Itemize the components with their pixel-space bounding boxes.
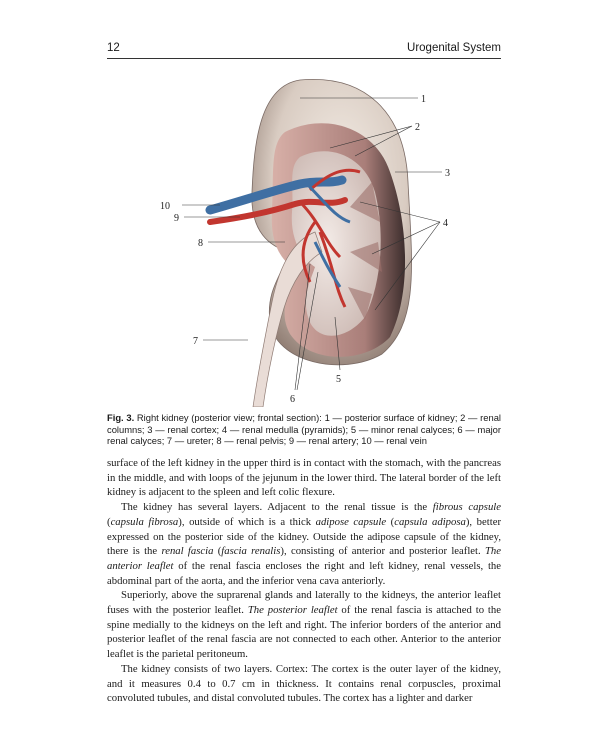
p2-k: (	[213, 545, 222, 558]
p3-c: of the renal fascia is attached to the spine medially to the kidneys on the left and right. The inferior borders of the anterior and posterior leaflet of the renal fascia are not connected to each other. Anterior to the anterior leaflet is the parietal peritoneum.	[107, 604, 501, 661]
callout-1: 1	[421, 94, 426, 105]
caption-text: Right kidney (posterior view; frontal section): 1 — posterior surface of kidney; 2 — renal columns; 3 — renal cortex; 4 — renal medulla (pyramids); 5 — minor renal calyces; 6 — major renal calyces; 7 — ureter; 8 — renal pelvis; 9 — renal artery; 10 — renal vein	[107, 412, 501, 446]
paragraph-3	[107, 588, 501, 662]
paragraph-4: The kidney consists of two layers. Cortex: The cortex is the outer layer of the kidney, and it measures 0.4 to 0.7 cm in thickness. It contains renal corpuscles, proximal convoluted tubules, and distal convoluted tubules. The cortex has a lighter and darker	[107, 662, 501, 705]
p2-n: The anterior leaflet	[107, 545, 502, 572]
callout-9: 9	[174, 213, 179, 224]
body-text	[107, 456, 501, 706]
paragraph-2	[107, 500, 501, 588]
figure-caption	[107, 412, 501, 447]
running-header	[107, 42, 501, 59]
p2-o: of the renal fascia encloses the right and left kidney, renal vessels, the abdominal part of the aorta, and the inferior vena cava anteriorly.	[107, 559, 501, 587]
p2-i: ), better expressed on the posterior side of the kidney. Outside the adipose capsule of the kidney, there is the	[107, 515, 501, 558]
kidney-drawing	[150, 72, 470, 407]
p3-b: The posterior leaflet	[247, 604, 338, 617]
callout-4: 4	[443, 218, 448, 229]
p2-b: fibrous capsule	[432, 501, 501, 514]
callout-7: 7	[193, 336, 198, 347]
callout-6: 6	[290, 394, 295, 405]
callout-2: 2	[415, 122, 420, 133]
paragraph-1: surface of the left kidney in the upper third is in contact with the stomach, with the pancreas in the middle, and with loops of the jejunum in the lower third. The lateral border of the left kidney is adjacent to the spleen and left colic flexure.	[107, 457, 501, 499]
p2-j: renal fascia	[161, 545, 214, 558]
callout-10: 10	[160, 201, 170, 212]
p2-l: fascia renalis	[221, 545, 281, 558]
p2-e: ), outside of which is a thick	[178, 515, 316, 528]
callout-8: 8	[198, 238, 203, 249]
caption-label: Fig. 3.	[107, 412, 135, 423]
p2-f: adipose capsule	[315, 515, 387, 528]
running-title: Urogenital System	[407, 42, 501, 54]
p2-a: The kidney has several layers. Adjacent to the renal tissue is the	[121, 501, 433, 514]
page-number: 12	[107, 42, 120, 54]
p2-h: capsula adiposa	[394, 515, 466, 528]
callout-5: 5	[336, 374, 341, 385]
callout-3: 3	[445, 168, 450, 179]
p2-g: (	[386, 515, 395, 528]
p3-a: Superiorly, above the suprarenal glands and laterally to the kidneys, the anterior leaflet fuses with the posterior leaflet.	[107, 589, 501, 617]
kidney-illustration	[150, 72, 470, 407]
p2-m: ), consisting of anterior and posterior leaflet.	[280, 545, 485, 558]
p2-d: capsula fibrosa	[110, 515, 179, 528]
p2-c: (	[107, 515, 111, 528]
